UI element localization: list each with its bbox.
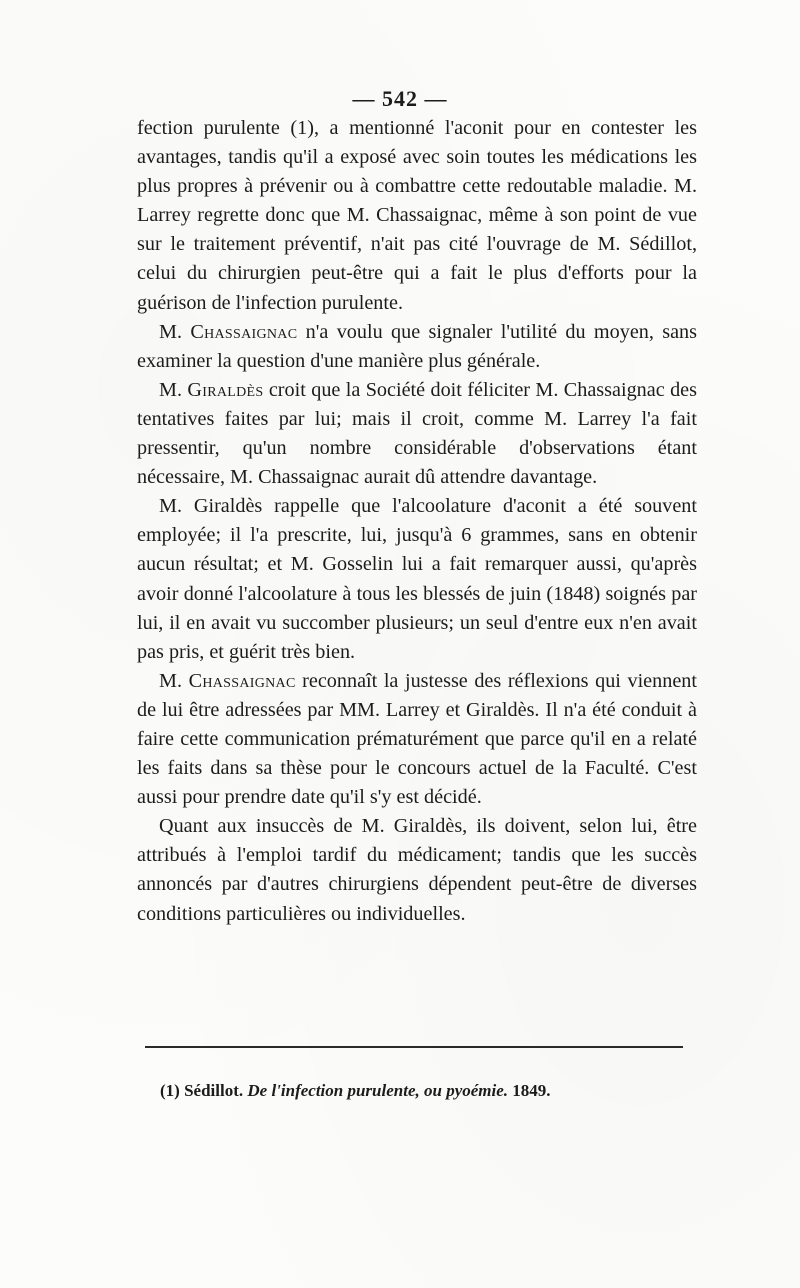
paragraph-prefix: M.: [159, 669, 189, 692]
footnote-marker: (1): [160, 1081, 180, 1100]
footnote: [160, 1080, 680, 1102]
paragraph-text: Quant aux insuccès de M. Giraldès, ils doivent, selon lui, être attribués à l'emploi tardif du médicament; tandis que les succès annoncés par d'autres chirurgiens dépendent peut-être de diverses conditions particulières ou individuelles.: [137, 815, 697, 925]
paragraph-text: n'a voulu que signaler l'utilité du moyen, sans examiner la question d'une manière plus générale.: [137, 320, 698, 372]
paragraph-text: reconnaît la justesse des réflexions qui viennent de lui être adressées par MM. Larrey et Giraldès. Il n'a été conduit à faire cette communication prématurément que parce qu'il en a relaté les faits dans sa thèse pour le concours actuel de la Faculté. C'est aussi pour prendre date qu'il s'y est décidé.: [137, 669, 697, 809]
footnote-divider: [145, 1046, 683, 1048]
speaker-name: Chassaignac: [188, 669, 296, 692]
paragraph-3: [137, 376, 697, 492]
speaker-name: Giraldès: [187, 378, 264, 401]
paragraph-1: [137, 114, 697, 318]
paragraph-4: [137, 492, 697, 667]
body-text: [137, 114, 697, 929]
paragraph-prefix: M.: [159, 320, 191, 343]
paragraph-prefix: M.: [159, 378, 188, 401]
footnote-title: De l'infection purulente, ou pyoémie.: [247, 1081, 509, 1100]
paragraph-5: [137, 667, 697, 812]
footnote-year: 1849.: [512, 1081, 551, 1100]
paragraph-text: croit que la Société doit féliciter M. Chassaignac des tentatives faites par lui; mais il croit, comme M. Larrey l'a fait pressentir, qu'un nombre considérable d'observations étant nécessaire, M. Chassaignac aurait dû attendre davantage.: [137, 378, 697, 489]
footnote-author: Sédillot.: [184, 1081, 244, 1100]
paragraph-2: [137, 318, 697, 376]
paragraph-text: fection purulente (1), a mentionné l'aconit pour en contester les avantages, tandis qu'il a exposé avec soin toutes les médications les plus propres à prévenir ou à combattre cette redoutable maladie. M. Larrey regrette donc que M. Chassaignac, même à son point de vue sur le traitement préventif, n'ait pas cité l'ouvrage de M. Sédillot, celui du chirurgien peut-être qui a fait le plus d'efforts pour la guérison de l'infection purulente.: [137, 117, 697, 314]
paragraph-6: [137, 812, 697, 928]
speaker-name: Chassaignac: [190, 320, 298, 343]
page-number: — 542 —: [352, 86, 448, 111]
paragraph-text: M. Giraldès rappelle que l'alcoolature d'aconit a été souvent employée; il l'a prescrite, lui, jusqu'à 6 grammes, sans en obtenir aucun résultat; et M. Gosselin lui a fait remarquer aussi, qu'après avoir donné l'alcoolature à tous les blessés de juin (1848) soignés par lui, il en avait vu succomber plusieurs; un seul d'entre eux n'en avait pas pris, et guérit très bien.: [137, 495, 697, 663]
